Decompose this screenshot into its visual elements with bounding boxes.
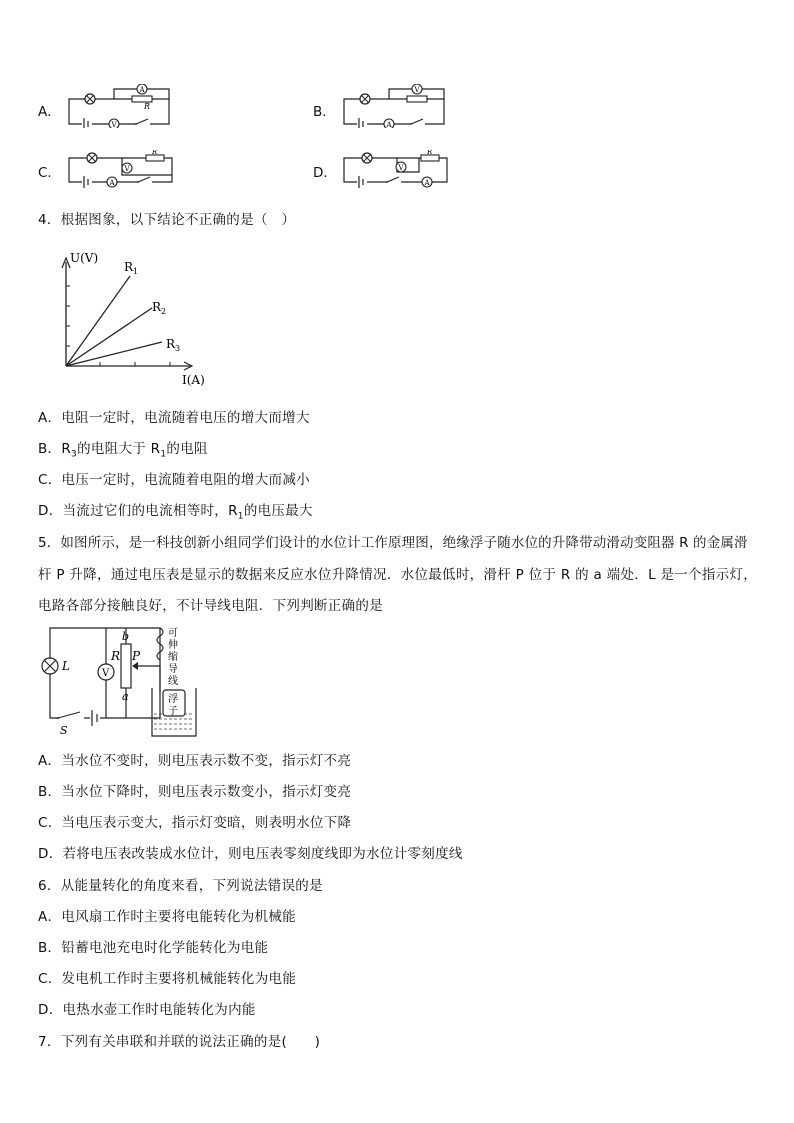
svg-text:A: A bbox=[386, 121, 392, 128]
q5-stem-line-3: 电路各部分接触良好，不计导线电阻．下列判断正确的是 bbox=[38, 598, 383, 614]
q4-option-a: A．电阻一定时，电流随着电压的增大而增大 bbox=[38, 410, 310, 426]
q3-option-b-label: B． bbox=[313, 104, 336, 120]
q3-option-c-label: C． bbox=[38, 165, 61, 181]
label-r2: $R_2$ bbox=[152, 300, 167, 316]
x-axis-label: I(A) bbox=[182, 373, 205, 387]
q4-option-d: D．当流过它们的电流相等时，$R_1$的电压最大 bbox=[38, 503, 313, 522]
svg-text:V: V bbox=[398, 164, 404, 172]
q6-stem: 6．从能量转化的角度来看，下列说法错误的是 bbox=[38, 878, 323, 894]
lamp-label: L bbox=[62, 659, 70, 673]
q5-option-a: A．当水位不变时，则电压表示数不变，指示灯不亮 bbox=[38, 753, 352, 769]
q3-option-a-circuit bbox=[64, 84, 176, 128]
q3-option-c-circuit bbox=[64, 150, 176, 190]
svg-text:线: 线 bbox=[168, 676, 178, 687]
label-r3: $R_3$ bbox=[166, 337, 181, 353]
q6-option-b: B．铅蓄电池充电时化学能转化为电能 bbox=[38, 940, 269, 956]
q3-option-b-circuit bbox=[339, 84, 451, 128]
svg-text:V: V bbox=[414, 86, 420, 94]
svg-text:A: A bbox=[139, 86, 145, 94]
svg-text:V: V bbox=[124, 165, 130, 173]
q6-option-c: C．发电机工作时主要将机械能转化为电能 bbox=[38, 971, 297, 987]
svg-text:伸: 伸 bbox=[168, 640, 178, 651]
slider-label: P bbox=[132, 649, 141, 663]
q5-stem-line-1: 5．如图所示，是一科技创新小组同学们设计的水位计工作原理图，绝缘浮子随水位的升降带动滑动变阻器 R 的金属滑 bbox=[38, 535, 748, 551]
label-r1: $R_1$ bbox=[124, 260, 139, 276]
svg-text:R: R bbox=[144, 102, 151, 111]
switch-label: S bbox=[60, 724, 68, 737]
q5-option-d: D．若将电压表改装成水位计，则电压表零刻度线即为水位计零刻度线 bbox=[38, 846, 463, 862]
y-axis-label: U(V) bbox=[70, 251, 99, 265]
q3-option-d-label: D． bbox=[313, 165, 337, 181]
q4-stem: 4．根据图象，以下结论不正确的是（ ） bbox=[38, 212, 296, 228]
end-a-label: a bbox=[122, 690, 129, 703]
svg-text:V: V bbox=[111, 121, 117, 128]
end-b-label: b bbox=[122, 630, 130, 643]
svg-text:A: A bbox=[424, 179, 430, 187]
q5-option-b: B．当水位下降时，则电压表示数变小，指示灯变亮 bbox=[38, 784, 352, 800]
svg-text:A: A bbox=[109, 179, 115, 187]
q5-option-c: C．当电压表示变大，指示灯变暗，则表明水位下降 bbox=[38, 815, 352, 831]
q4-option-b: B．$R_3$的电阻大于 $R_1$的电阻 bbox=[38, 441, 208, 460]
q5-stem-line-2: 杆 P 升降，通过电压表是显示的数据来反应水位升降情况．水位最低时，滑杆 P 位于 R 的 a 端处．L 是一个指示灯， bbox=[38, 567, 758, 583]
q5-water-level-circuit bbox=[36, 622, 206, 742]
voltmeter-label: V bbox=[102, 668, 110, 679]
q6-option-d: D．电热水壶工作时电能转化为内能 bbox=[38, 1002, 256, 1018]
svg-text:可: 可 bbox=[168, 628, 178, 639]
q4-ui-graph bbox=[40, 248, 220, 388]
svg-text:子: 子 bbox=[168, 706, 178, 717]
q6-option-a: A．电风扇工作时主要将电能转化为机械能 bbox=[38, 909, 296, 925]
resistor-label: R bbox=[111, 649, 121, 663]
graph-line-r2 bbox=[66, 308, 152, 366]
q7-stem: 7．下列有关串联和并联的说法正确的是( ) bbox=[38, 1034, 321, 1050]
svg-text:浮: 浮 bbox=[168, 694, 178, 705]
q4-option-c: C．电压一定时，电流随着电阻的增大而减小 bbox=[38, 472, 310, 488]
q3-option-d-circuit bbox=[339, 150, 451, 190]
svg-text:R: R bbox=[152, 150, 158, 156]
svg-text:缩: 缩 bbox=[168, 652, 178, 663]
svg-text:导: 导 bbox=[168, 664, 178, 675]
q3-option-a-label: A． bbox=[38, 104, 61, 120]
svg-text:R: R bbox=[427, 150, 433, 156]
